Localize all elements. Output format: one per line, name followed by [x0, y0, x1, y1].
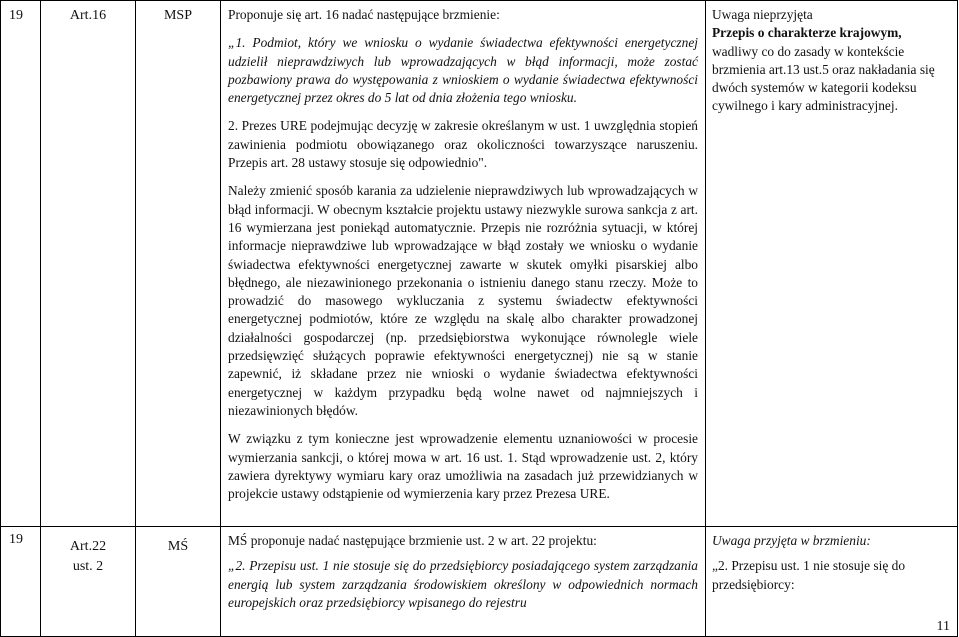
remark-rest-text: wadliwy co do zasady w kontekście brzmienia art.13 ust.5 oraz nakładania się dwóch systemów w kategorii kodeksu cywilnego i kary administracyjnej. [712, 43, 935, 114]
article-label: Art.16 [69, 8, 107, 23]
proposal-quote-1: „2. Przepisu ust. 1 nie stosuje się do przedsiębiorcy posiadającego system zarządzania energią lub system zarządzania środowiskiem określony w odpowiednich normach europejskich oraz przedsiębiorcy wpisanego do rejestru [228, 558, 698, 610]
proposal-intro: Proponuje się art. 16 nadać następujące brzmienie: [228, 7, 500, 22]
row-number: 19 [9, 532, 23, 547]
proposal-cell [221, 1, 706, 527]
remark-cell [706, 1, 958, 527]
page-number: 11 [936, 619, 950, 634]
author-cell [136, 527, 221, 637]
proposal-quote-2: 2. Prezes URE podejmując decyzję w zakresie określanym w ust. 1 uwzględnia stopień zawinienia podmiotu obowiązanego oraz okoliczności towarzyszące naruszeniu. Przepis art. 28 ustawy stosuje się odpowiednio". [228, 118, 698, 171]
remark-status: Uwaga nieprzyjęta [712, 7, 813, 22]
article-cell [41, 527, 136, 637]
remark-text: „2. Przepisu ust. 1 nie stosuje się do przedsiębiorcy: [712, 558, 906, 592]
article-cell [41, 1, 136, 527]
proposal-cell [221, 527, 706, 637]
table-row [1, 1, 958, 527]
table-row [1, 527, 958, 637]
author-label: MSP [163, 8, 193, 23]
remark-text [712, 24, 951, 115]
remark-cell [706, 527, 958, 637]
article-sub-label: ust. 2 [72, 559, 104, 574]
author-cell [136, 1, 221, 527]
proposal-quote-1: „1. Podmiot, który we wniosku o wydanie świadectwa efektywności energetycznej udzielił nieprawdziwych lub wprowadzających w błąd informacji, może zostać pozbawiony prawa do występowania z wnioskiem o wydanie świadectwa efektywności energetycznej przez okres do 5 lat od dnia złożenia tego wniosku. [228, 35, 698, 106]
article-label: Art.22 [69, 539, 107, 554]
remark-status: Uwaga przyjęta w brzmieniu: [712, 533, 871, 548]
author-label: MŚ [167, 539, 189, 554]
proposal-intro: MŚ proponuje nadać następujące brzmienie ust. 2 w art. 22 projektu: [228, 533, 597, 548]
justification-paragraph-1: Należy zmienić sposób karania za udzielenie nieprawdziwych lub wprowadzających w błąd informacji. W obecnym kształcie projektu ustawy niezwykle surowa sankcja z art. 16 wymierzana jest poniekąd automatycznie. Przepis nie rozróżnia sytuacji, w której informacje nieprawdziwe lub wprowadzające w błąd zostały we wniosku o wydanie świadectwa efektywności energetycznej zawarte w skutek omyłki pisarskiej albo błędnego, ale niezawinionego przekonania o istnieniu danego stanu rzeczy. Może to prowadzić do masowego wykluczania z systemu świadectw efektywności energetycznej podmiotów, które ze względu na skalę albo charakter prowadzonej działalności gospodarczej (np. przedsiębiorstwa wykonujące równolegle wiele przedsięwzięć służących poprawie efektywności energetycznej) nie są w stanie zapewnić, iż składane przez nie wnioski o wydanie świadectwa efektywności energetycznej w każdym przypadku będą wolne nawet od najmniejszych i niezawinionych błędów. [228, 183, 698, 418]
remark-bold-text: Przepis o charakterze krajowym, [712, 25, 902, 41]
row-number: 19 [9, 8, 23, 23]
row-number-cell [1, 527, 41, 637]
justification-paragraph-2: W związku z tym konieczne jest wprowadzenie elementu uznaniowości w procesie wymierzania sankcji, o której mowa w art. 16 ust. 1. Stąd wprowadzenie ust. 2, który zawiera dyrektywy wymiaru kary oraz umożliwia na zasadach już przewidzianych w projekcie ustawy odstąpienie od wymierzenia kary przez Prezesa URE. [228, 431, 698, 502]
row-number-cell [1, 1, 41, 527]
